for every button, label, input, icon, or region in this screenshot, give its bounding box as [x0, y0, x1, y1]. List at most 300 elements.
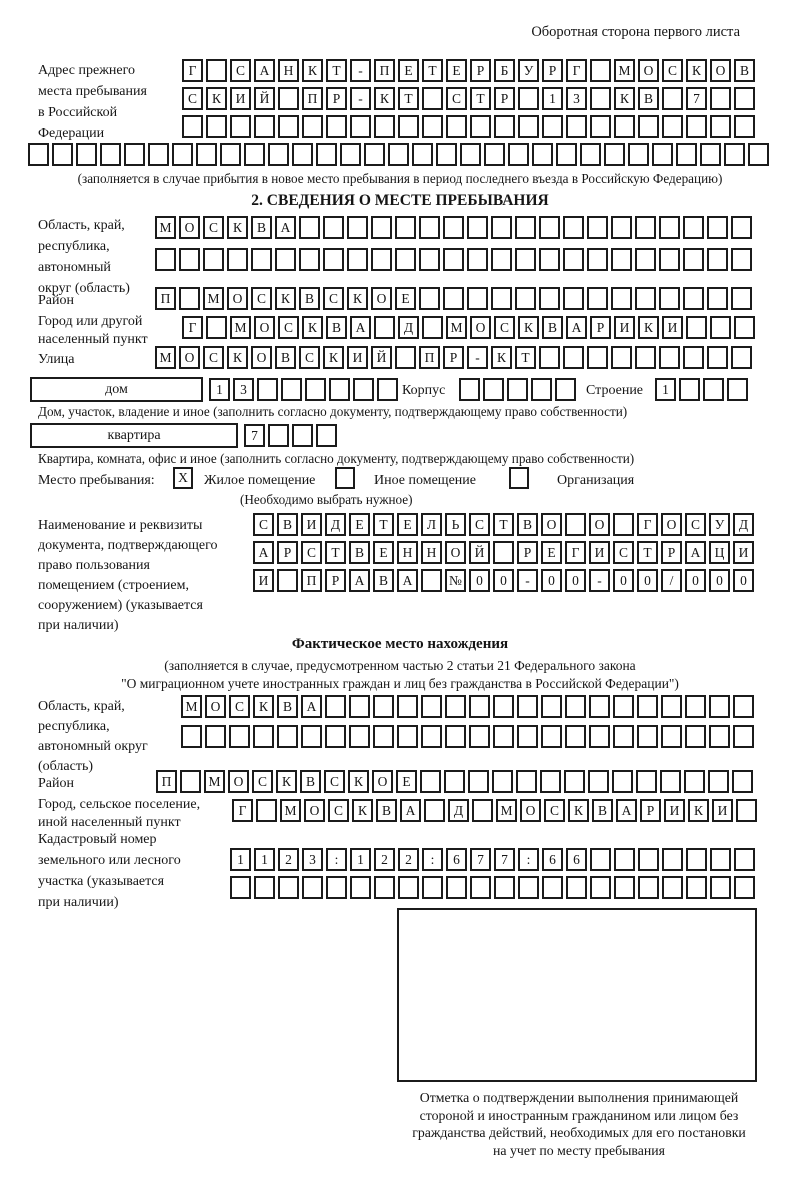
char-cell[interactable]: О — [372, 770, 393, 793]
char-cell[interactable]: В — [376, 799, 397, 822]
char-cell[interactable] — [710, 848, 731, 871]
char-cell[interactable]: В — [592, 799, 613, 822]
char-cell[interactable]: П — [155, 287, 176, 310]
char-cell[interactable] — [638, 876, 659, 899]
char-cell[interactable] — [683, 346, 704, 369]
char-cell[interactable]: К — [614, 87, 635, 110]
char-cell[interactable] — [443, 248, 464, 271]
char-cell[interactable]: С — [299, 346, 320, 369]
char-cell[interactable] — [292, 143, 313, 166]
char-cell[interactable]: И — [662, 316, 683, 339]
char-cell[interactable] — [540, 770, 561, 793]
char-cell[interactable]: О — [520, 799, 541, 822]
char-cell[interactable] — [268, 424, 289, 447]
char-cell[interactable] — [683, 248, 704, 271]
char-cell[interactable]: 7 — [494, 848, 515, 871]
char-cell[interactable]: Н — [397, 541, 418, 564]
char-cell[interactable] — [277, 569, 298, 592]
char-cell[interactable] — [421, 569, 442, 592]
char-cell[interactable]: Е — [395, 287, 416, 310]
char-cell[interactable]: С — [203, 216, 224, 239]
char-cell[interactable]: Ц — [709, 541, 730, 564]
char-cell[interactable] — [52, 143, 73, 166]
char-cell[interactable] — [395, 346, 416, 369]
char-cell[interactable] — [724, 143, 745, 166]
char-cell[interactable] — [611, 248, 632, 271]
char-cell[interactable] — [710, 115, 731, 138]
char-cell[interactable]: М — [155, 216, 176, 239]
char-cell[interactable]: О — [470, 316, 491, 339]
char-cell[interactable] — [494, 115, 515, 138]
char-cell[interactable] — [566, 876, 587, 899]
char-cell[interactable]: В — [349, 541, 370, 564]
char-cell[interactable]: И — [589, 541, 610, 564]
char-cell[interactable] — [731, 287, 752, 310]
char-cell[interactable] — [206, 316, 227, 339]
char-cell[interactable] — [374, 876, 395, 899]
char-cell[interactable]: : — [518, 848, 539, 871]
char-cell[interactable]: М — [230, 316, 251, 339]
char-cell[interactable]: А — [566, 316, 587, 339]
char-cell[interactable]: 0 — [565, 569, 586, 592]
char-cell[interactable] — [469, 695, 490, 718]
char-cell[interactable] — [325, 695, 346, 718]
char-cell[interactable]: : — [422, 848, 443, 871]
char-cell[interactable] — [181, 725, 202, 748]
char-cell[interactable]: С — [182, 87, 203, 110]
char-cell[interactable]: 1 — [655, 378, 676, 401]
char-cell[interactable] — [470, 876, 491, 899]
char-cell[interactable] — [244, 143, 265, 166]
char-cell[interactable]: И — [712, 799, 733, 822]
char-cell[interactable] — [302, 876, 323, 899]
char-cell[interactable]: С — [328, 799, 349, 822]
char-cell[interactable] — [277, 725, 298, 748]
char-cell[interactable]: К — [206, 87, 227, 110]
char-cell[interactable] — [325, 725, 346, 748]
char-cell[interactable]: О — [445, 541, 466, 564]
char-cell[interactable] — [419, 248, 440, 271]
char-cell[interactable] — [443, 216, 464, 239]
char-cell[interactable]: И — [733, 541, 754, 564]
char-cell[interactable] — [563, 346, 584, 369]
char-cell[interactable]: Т — [325, 541, 346, 564]
char-cell[interactable]: О — [179, 216, 200, 239]
char-cell[interactable] — [532, 143, 553, 166]
char-cell[interactable]: А — [685, 541, 706, 564]
char-cell[interactable] — [628, 143, 649, 166]
char-cell[interactable]: Р — [470, 59, 491, 82]
char-cell[interactable]: 6 — [446, 848, 467, 871]
char-cell[interactable] — [254, 115, 275, 138]
char-cell[interactable] — [278, 87, 299, 110]
char-cell[interactable] — [227, 248, 248, 271]
char-cell[interactable]: К — [348, 770, 369, 793]
char-cell[interactable]: И — [664, 799, 685, 822]
char-cell[interactable] — [467, 287, 488, 310]
char-cell[interactable]: А — [301, 695, 322, 718]
char-cell[interactable] — [229, 725, 250, 748]
char-cell[interactable] — [419, 287, 440, 310]
char-cell[interactable] — [446, 876, 467, 899]
char-cell[interactable] — [483, 378, 504, 401]
char-cell[interactable] — [148, 143, 169, 166]
char-cell[interactable] — [508, 143, 529, 166]
char-cell[interactable]: П — [156, 770, 177, 793]
char-cell[interactable]: Ь — [445, 513, 466, 536]
char-cell[interactable] — [635, 216, 656, 239]
char-cell[interactable]: С — [229, 695, 250, 718]
char-cell[interactable] — [587, 287, 608, 310]
char-cell[interactable]: Л — [421, 513, 442, 536]
char-cell[interactable] — [541, 725, 562, 748]
char-cell[interactable]: С — [278, 316, 299, 339]
char-cell[interactable] — [614, 848, 635, 871]
char-cell[interactable]: М — [280, 799, 301, 822]
char-cell[interactable] — [388, 143, 409, 166]
char-cell[interactable]: Д — [325, 513, 346, 536]
char-cell[interactable]: М — [496, 799, 517, 822]
char-cell[interactable]: К — [568, 799, 589, 822]
char-cell[interactable] — [323, 216, 344, 239]
char-cell[interactable] — [734, 316, 755, 339]
char-cell[interactable] — [679, 378, 700, 401]
char-cell[interactable]: О — [661, 513, 682, 536]
char-cell[interactable]: С — [323, 287, 344, 310]
char-cell[interactable]: 1 — [350, 848, 371, 871]
char-cell[interactable] — [467, 248, 488, 271]
char-cell[interactable] — [587, 346, 608, 369]
char-cell[interactable] — [613, 513, 634, 536]
char-cell[interactable] — [460, 143, 481, 166]
char-cell[interactable] — [685, 695, 706, 718]
char-cell[interactable]: А — [397, 569, 418, 592]
char-cell[interactable] — [424, 799, 445, 822]
char-cell[interactable]: Р — [277, 541, 298, 564]
char-cell[interactable]: К — [276, 770, 297, 793]
char-cell[interactable]: 1 — [230, 848, 251, 871]
char-cell[interactable] — [661, 695, 682, 718]
char-cell[interactable] — [662, 848, 683, 871]
char-cell[interactable] — [659, 287, 680, 310]
char-cell[interactable]: 6 — [542, 848, 563, 871]
char-cell[interactable]: Е — [446, 59, 467, 82]
char-cell[interactable] — [422, 87, 443, 110]
char-cell[interactable] — [253, 725, 274, 748]
char-cell[interactable] — [347, 248, 368, 271]
char-cell[interactable]: В — [299, 287, 320, 310]
char-cell[interactable]: Д — [398, 316, 419, 339]
char-cell[interactable]: Е — [349, 513, 370, 536]
char-cell[interactable]: М — [155, 346, 176, 369]
char-cell[interactable] — [727, 378, 748, 401]
char-cell[interactable] — [659, 216, 680, 239]
char-cell[interactable] — [507, 378, 528, 401]
char-cell[interactable]: Т — [326, 59, 347, 82]
char-cell[interactable]: К — [302, 59, 323, 82]
char-cell[interactable]: О — [304, 799, 325, 822]
char-cell[interactable] — [614, 876, 635, 899]
char-cell[interactable]: № — [445, 569, 466, 592]
char-cell[interactable]: К — [638, 316, 659, 339]
char-cell[interactable] — [467, 216, 488, 239]
char-cell[interactable]: С — [446, 87, 467, 110]
char-cell[interactable] — [614, 115, 635, 138]
char-cell[interactable] — [734, 87, 755, 110]
char-cell[interactable] — [539, 346, 560, 369]
char-cell[interactable]: Д — [733, 513, 754, 536]
char-cell[interactable] — [518, 115, 539, 138]
char-cell[interactable] — [518, 87, 539, 110]
char-cell[interactable] — [395, 216, 416, 239]
char-cell[interactable]: Й — [254, 87, 275, 110]
char-cell[interactable]: Т — [470, 87, 491, 110]
char-cell[interactable] — [446, 115, 467, 138]
char-cell[interactable]: М — [181, 695, 202, 718]
char-cell[interactable] — [316, 143, 337, 166]
char-cell[interactable] — [676, 143, 697, 166]
char-cell[interactable]: В — [275, 346, 296, 369]
char-cell[interactable]: С — [301, 541, 322, 564]
char-cell[interactable]: О — [227, 287, 248, 310]
char-cell[interactable]: Й — [469, 541, 490, 564]
char-cell[interactable] — [484, 143, 505, 166]
char-cell[interactable]: А — [400, 799, 421, 822]
char-cell[interactable] — [206, 59, 227, 82]
char-cell[interactable] — [659, 248, 680, 271]
char-cell[interactable]: Р — [325, 569, 346, 592]
char-cell[interactable] — [469, 725, 490, 748]
char-cell[interactable]: К — [253, 695, 274, 718]
char-cell[interactable] — [421, 695, 442, 718]
char-cell[interactable] — [179, 248, 200, 271]
char-cell[interactable] — [565, 725, 586, 748]
char-cell[interactable] — [470, 115, 491, 138]
char-cell[interactable] — [542, 876, 563, 899]
char-cell[interactable]: Г — [565, 541, 586, 564]
char-cell[interactable]: К — [491, 346, 512, 369]
char-cell[interactable] — [611, 346, 632, 369]
char-cell[interactable] — [397, 695, 418, 718]
char-cell[interactable]: Е — [398, 59, 419, 82]
char-cell[interactable] — [637, 695, 658, 718]
char-cell[interactable] — [364, 143, 385, 166]
char-cell[interactable]: 0 — [613, 569, 634, 592]
char-cell[interactable] — [326, 876, 347, 899]
char-cell[interactable] — [685, 725, 706, 748]
char-cell[interactable]: - — [517, 569, 538, 592]
char-cell[interactable]: О — [638, 59, 659, 82]
char-cell[interactable]: А — [254, 59, 275, 82]
char-cell[interactable] — [422, 115, 443, 138]
char-cell[interactable] — [638, 848, 659, 871]
char-cell[interactable] — [397, 725, 418, 748]
char-cell[interactable] — [539, 287, 560, 310]
char-cell[interactable] — [398, 876, 419, 899]
char-cell[interactable] — [590, 59, 611, 82]
char-cell[interactable]: П — [374, 59, 395, 82]
char-cell[interactable]: Р — [640, 799, 661, 822]
char-cell[interactable]: А — [275, 216, 296, 239]
char-cell[interactable] — [580, 143, 601, 166]
char-cell[interactable]: П — [301, 569, 322, 592]
char-cell[interactable] — [564, 770, 585, 793]
char-cell[interactable] — [459, 378, 480, 401]
char-cell[interactable]: 2 — [278, 848, 299, 871]
char-cell[interactable]: - — [589, 569, 610, 592]
char-cell[interactable]: 0 — [493, 569, 514, 592]
char-cell[interactable]: Т — [515, 346, 536, 369]
char-cell[interactable] — [684, 770, 705, 793]
char-cell[interactable]: В — [326, 316, 347, 339]
char-cell[interactable] — [590, 876, 611, 899]
char-cell[interactable] — [349, 725, 370, 748]
char-cell[interactable] — [708, 770, 729, 793]
char-cell[interactable]: А — [349, 569, 370, 592]
char-cell[interactable]: С — [662, 59, 683, 82]
char-cell[interactable]: Р — [494, 87, 515, 110]
char-cell[interactable]: 2 — [374, 848, 395, 871]
char-cell[interactable]: 1 — [209, 378, 230, 401]
char-cell[interactable] — [349, 695, 370, 718]
char-cell[interactable] — [493, 725, 514, 748]
char-cell[interactable]: : — [326, 848, 347, 871]
char-cell[interactable] — [733, 725, 754, 748]
char-cell[interactable] — [565, 695, 586, 718]
char-cell[interactable]: О — [205, 695, 226, 718]
char-cell[interactable]: И — [347, 346, 368, 369]
char-cell[interactable] — [555, 378, 576, 401]
char-cell[interactable] — [205, 725, 226, 748]
char-cell[interactable]: В — [734, 59, 755, 82]
char-cell[interactable]: С — [324, 770, 345, 793]
char-cell[interactable] — [515, 287, 536, 310]
char-cell[interactable]: Г — [232, 799, 253, 822]
char-cell[interactable] — [700, 143, 721, 166]
char-cell[interactable] — [299, 216, 320, 239]
char-cell[interactable] — [347, 216, 368, 239]
char-cell[interactable] — [292, 424, 313, 447]
char-cell[interactable] — [350, 115, 371, 138]
char-cell[interactable] — [179, 287, 200, 310]
char-cell[interactable] — [707, 248, 728, 271]
char-cell[interactable]: 0 — [709, 569, 730, 592]
char-cell[interactable]: В — [277, 513, 298, 536]
char-cell[interactable] — [566, 115, 587, 138]
char-cell[interactable] — [301, 725, 322, 748]
char-cell[interactable]: И — [301, 513, 322, 536]
char-cell[interactable]: Р — [517, 541, 538, 564]
char-cell[interactable]: Т — [637, 541, 658, 564]
char-cell[interactable] — [734, 876, 755, 899]
char-cell[interactable]: Г — [182, 316, 203, 339]
char-cell[interactable]: В — [277, 695, 298, 718]
char-cell[interactable]: А — [253, 541, 274, 564]
char-cell[interactable] — [516, 770, 537, 793]
char-cell[interactable]: К — [227, 346, 248, 369]
char-cell[interactable]: С — [230, 59, 251, 82]
char-cell[interactable]: - — [350, 87, 371, 110]
char-cell[interactable] — [660, 770, 681, 793]
char-cell[interactable]: Р — [542, 59, 563, 82]
char-cell[interactable] — [155, 248, 176, 271]
char-cell[interactable] — [638, 115, 659, 138]
char-cell[interactable]: О — [589, 513, 610, 536]
char-cell[interactable]: 6 — [566, 848, 587, 871]
char-cell[interactable]: Е — [541, 541, 562, 564]
char-cell[interactable] — [491, 216, 512, 239]
char-cell[interactable] — [172, 143, 193, 166]
char-cell[interactable] — [421, 725, 442, 748]
char-cell[interactable]: О — [251, 346, 272, 369]
char-cell[interactable]: В — [251, 216, 272, 239]
char-cell[interactable] — [686, 876, 707, 899]
char-cell[interactable] — [686, 115, 707, 138]
char-cell[interactable]: М — [446, 316, 467, 339]
char-cell[interactable] — [230, 115, 251, 138]
char-cell[interactable] — [731, 216, 752, 239]
char-cell[interactable] — [515, 216, 536, 239]
char-cell[interactable] — [251, 248, 272, 271]
char-cell[interactable] — [707, 287, 728, 310]
char-cell[interactable] — [604, 143, 625, 166]
char-cell[interactable]: А — [350, 316, 371, 339]
char-cell[interactable]: Н — [421, 541, 442, 564]
char-cell[interactable]: К — [302, 316, 323, 339]
char-cell[interactable]: Р — [326, 87, 347, 110]
char-cell[interactable] — [683, 287, 704, 310]
char-cell[interactable] — [590, 848, 611, 871]
char-cell[interactable] — [371, 248, 392, 271]
char-cell[interactable] — [686, 316, 707, 339]
char-cell[interactable]: / — [661, 569, 682, 592]
char-cell[interactable]: О — [371, 287, 392, 310]
char-cell[interactable] — [635, 248, 656, 271]
char-cell[interactable] — [542, 115, 563, 138]
char-cell[interactable] — [353, 378, 374, 401]
char-cell[interactable] — [613, 725, 634, 748]
char-cell[interactable]: Р — [443, 346, 464, 369]
char-cell[interactable]: С — [494, 316, 515, 339]
char-cell[interactable] — [733, 695, 754, 718]
char-cell[interactable] — [257, 378, 278, 401]
char-cell[interactable]: С — [253, 513, 274, 536]
char-cell[interactable] — [539, 248, 560, 271]
char-cell[interactable]: С — [685, 513, 706, 536]
checkbox-other-premises[interactable] — [335, 467, 355, 489]
char-cell[interactable]: Е — [396, 770, 417, 793]
char-cell[interactable] — [517, 695, 538, 718]
char-cell[interactable]: П — [302, 87, 323, 110]
char-cell[interactable]: Т — [398, 87, 419, 110]
char-cell[interactable] — [395, 248, 416, 271]
char-cell[interactable]: К — [347, 287, 368, 310]
char-cell[interactable]: И — [253, 569, 274, 592]
char-cell[interactable]: А — [616, 799, 637, 822]
char-cell[interactable]: С — [203, 346, 224, 369]
char-cell[interactable]: С — [252, 770, 273, 793]
char-cell[interactable] — [703, 378, 724, 401]
char-cell[interactable] — [278, 876, 299, 899]
char-cell[interactable]: С — [613, 541, 634, 564]
char-cell[interactable] — [468, 770, 489, 793]
char-cell[interactable] — [710, 316, 731, 339]
char-cell[interactable]: Т — [493, 513, 514, 536]
char-cell[interactable] — [710, 87, 731, 110]
char-cell[interactable] — [275, 248, 296, 271]
char-cell[interactable] — [563, 216, 584, 239]
char-cell[interactable]: В — [300, 770, 321, 793]
